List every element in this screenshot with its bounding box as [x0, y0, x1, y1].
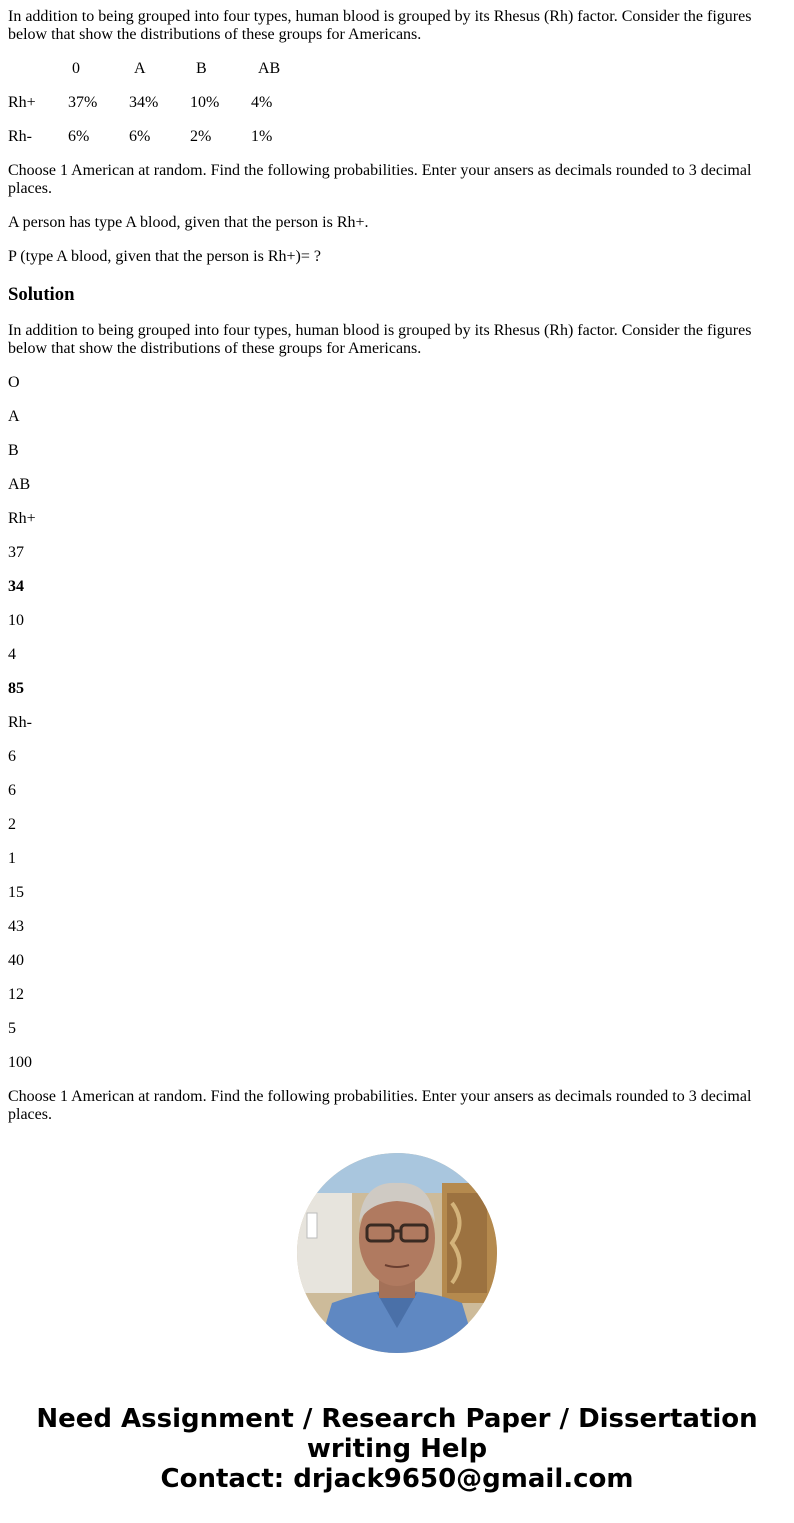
question-formula: P (type A blood, given that the person is Rh+)= ?	[8, 248, 321, 265]
table-header-0: 0	[72, 60, 80, 77]
document-content	[8, 0, 768, 1125]
solution-cell: 37	[8, 544, 24, 561]
solution-cell: 5	[8, 1020, 16, 1037]
solution-cell: 12	[8, 986, 24, 1003]
solution-cell: 6	[8, 782, 16, 799]
cell: 37%	[68, 94, 98, 111]
solution-cell: Rh-	[8, 714, 32, 731]
solution-cell: B	[8, 442, 19, 459]
table-row-rh-negative	[8, 128, 768, 146]
solution-cell: 40	[8, 952, 24, 969]
cell: 6%	[68, 128, 90, 145]
solution-cell: 4	[8, 646, 16, 663]
solution-cell: Rh+	[8, 510, 36, 527]
author-photo-icon	[297, 1153, 497, 1353]
table-header-a: A	[134, 60, 146, 77]
solution-cell: 6	[8, 748, 16, 765]
cell: 2%	[190, 128, 212, 145]
promo-line-1: Need Assignment / Research Paper / Dissertation	[36, 1404, 758, 1434]
solution-cell: A	[8, 408, 20, 425]
solution-instruction: Choose 1 American at random. Find the following probabilities. Enter your ansers as decimals rounded to 3 decimal places.	[8, 1088, 752, 1123]
cell: 6%	[129, 128, 151, 145]
cell: 34%	[129, 94, 159, 111]
table-header-b: B	[196, 60, 207, 77]
cell: 4%	[251, 94, 273, 111]
solution-cell: 1	[8, 850, 16, 867]
cell: 10%	[190, 94, 220, 111]
solution-cell: 10	[8, 612, 24, 629]
solution-cell: O	[8, 374, 20, 391]
solution-cell: AB	[8, 476, 31, 493]
row-label: Rh-	[8, 128, 32, 145]
promo-contact: Contact: drjack9650@gmail.com	[160, 1464, 634, 1494]
row-label: Rh+	[8, 94, 36, 111]
question-prompt: A person has type A blood, given that the person is Rh+.	[8, 214, 369, 231]
table-header-ab: AB	[258, 60, 281, 77]
solution-cell: 100	[8, 1054, 32, 1071]
question-intro: In addition to being grouped into four types, human blood is grouped by its Rhesus (Rh) factor. Consider the figures below that show the distributions of these groups for Americans.	[8, 8, 752, 43]
solution-intro: In addition to being grouped into four types, human blood is grouped by its Rhesus (Rh) factor. Consider the figures below that show the distributions of these groups for Americans.	[8, 322, 752, 357]
author-photo	[297, 1153, 497, 1353]
solution-cell: 43	[8, 918, 24, 935]
promo-banner	[0, 1404, 794, 1494]
cell: 1%	[251, 128, 273, 145]
solution-cell: 15	[8, 884, 24, 901]
solution-cell: 2	[8, 816, 16, 833]
solution-cell-highlight: 34	[8, 578, 24, 595]
table-header-row	[8, 60, 768, 78]
promo-line-2: writing Help	[306, 1434, 488, 1464]
solution-heading: Solution	[8, 284, 75, 305]
question-instruction: Choose 1 American at random. Find the following probabilities. Enter your ansers as decimals rounded to 3 decimal places.	[8, 162, 752, 197]
solution-cell-highlight: 85	[8, 680, 24, 697]
table-row-rh-positive	[8, 94, 768, 112]
